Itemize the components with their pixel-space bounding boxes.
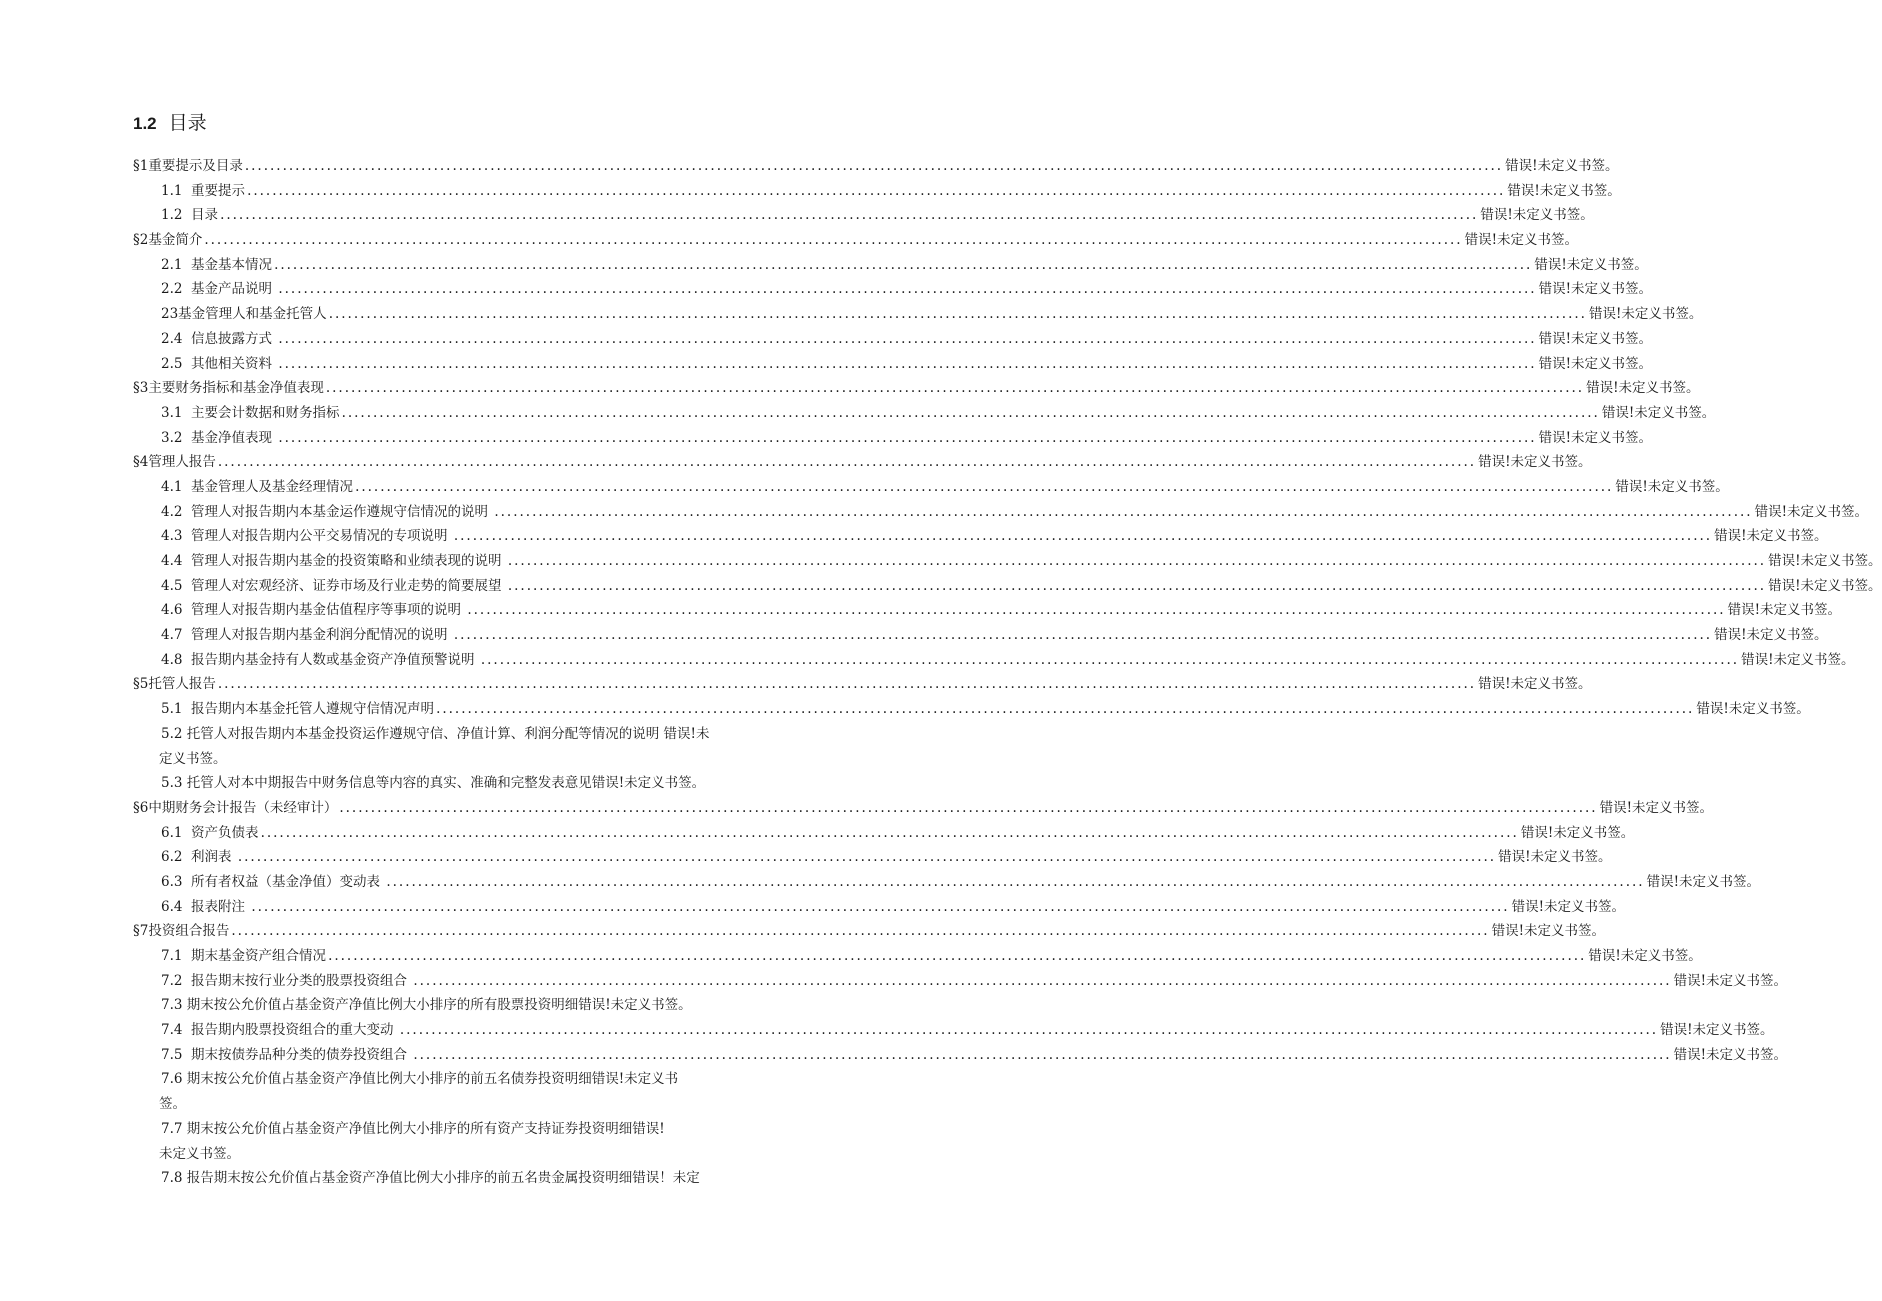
toc-entry[interactable]: [133, 944, 1702, 969]
toc-entry-page-ref: 错误!未定义书签。: [1646, 873, 1761, 890]
toc-entry-page-ref: 错误!未定义书签。: [1601, 404, 1716, 421]
toc-entry-page-ref: 错误!未定义书签。: [1491, 923, 1606, 940]
toc-leader-dots: ........................................................................................................................................................................................................: [494, 503, 1753, 520]
toc-entry[interactable]: [133, 672, 1592, 697]
toc-entry-5-3[interactable]: [133, 771, 789, 796]
toc-entry-7-3[interactable]: [133, 993, 789, 1018]
toc-entry[interactable]: [133, 203, 1594, 228]
toc-entry[interactable]: [133, 253, 1648, 278]
toc-entry-label: §4管理人报告: [133, 454, 216, 471]
toc-entry[interactable]: [133, 969, 1788, 994]
toc-entry-7-6[interactable]: [133, 1067, 789, 1116]
toc-entry-label: 2.4 信息披露方式: [161, 330, 277, 347]
toc-entry-line: 定义书签。: [159, 750, 227, 767]
toc-entry-label: 2.2 基金产品说明: [161, 281, 277, 298]
toc-entry-page-ref: 错误!未定义书签。: [1505, 158, 1619, 174]
toc-leader-dots: ........................................................................................................................................................................................................: [341, 404, 1600, 421]
toc-leader-dots: ........................................................................................................................................................................................................: [325, 380, 1585, 397]
toc-entry-page-ref: 错误!未定义书签。: [1538, 355, 1653, 372]
toc-leader-dots: ........................................................................................................................................................................................................: [386, 873, 1645, 890]
toc-entry-page-ref: 错误!未定义书签。: [1538, 281, 1653, 298]
toc-entry-label: 2.1 基金基本情况: [161, 256, 273, 273]
toc-entry-label: 4.5 管理人对宏观经济、证券市场及行业走势的简要展望: [161, 577, 506, 594]
toc-entry-label: §6中期财务会计报告（未经审计）: [133, 799, 338, 816]
toc-entry-label: 4.7 管理人对报告期内基金利润分配情况的说明: [161, 627, 452, 644]
toc-leader-dots: ........................................................................................................................................................................................................: [244, 158, 1504, 174]
toc-entry-page-ref: 错误!未定义书签。: [1520, 824, 1635, 841]
toc-entry-label: 6.3 所有者权益（基金净值）变动表: [161, 873, 385, 890]
toc-leader-dots: ........................................................................................................................................................................................................: [339, 799, 1598, 816]
toc-leader-dots: ........................................................................................................................................................................................................: [251, 898, 1510, 915]
toc-entry[interactable]: [133, 623, 1828, 648]
toc-entry[interactable]: [133, 426, 1653, 451]
table-of-contents: [133, 154, 1882, 1191]
toc-entry[interactable]: [133, 845, 1612, 870]
toc-entry[interactable]: [133, 450, 1592, 475]
toc-entry-label: 5.1 报告期内本基金托管人遵规守信情况声明: [161, 701, 435, 718]
toc-entry-label: 3.2 基金净值表现: [161, 429, 277, 446]
toc-entry[interactable]: [133, 1043, 1788, 1068]
toc-entry-label: 23基金管理人和基金托管人: [161, 306, 327, 323]
toc-entry-5-2[interactable]: [133, 722, 789, 771]
toc-entry-page-ref: 错误!未定义书签。: [1714, 627, 1828, 644]
toc-entry-line: 7.8 报告期末按公允价值占基金资产净值比例大小排序的前五名贵金属投资明细错误！未定: [161, 1170, 700, 1187]
toc-entry-label: 7.4 报告期内股票投资组合的重大变动: [161, 1022, 398, 1039]
toc-entry[interactable]: [133, 524, 1828, 549]
toc-entry[interactable]: [133, 277, 1653, 302]
toc-entry-line: 7.6 期末按公允价值占基金资产净值比例大小排序的前五名债券投资明细错误!未定义书: [161, 1071, 679, 1088]
toc-entry-page-ref: 错误!未定义书签。: [1480, 207, 1594, 224]
toc-entry[interactable]: [133, 352, 1653, 377]
toc-entry-line: 签。: [159, 1096, 186, 1113]
toc-entry-label: 4.3 管理人对报告期内公平交易情况的专项说明: [161, 528, 452, 545]
toc-entry-label: 7.5 期末按债券品种分类的债券投资组合: [161, 1046, 412, 1063]
toc-leader-dots: ........................................................................................................................................................................................................: [355, 478, 1614, 495]
toc-entry-line: 5.3 托管人对本中期报告中财务信息等内容的真实、准确和完整发表意见错误!未定义书签。: [161, 775, 706, 792]
toc-entry-line: 未定义书签。: [159, 1145, 240, 1162]
toc-entry-page-ref: 错误!未定义书签。: [1507, 182, 1621, 199]
toc-leader-dots: ........................................................................................................................................................................................................: [237, 849, 1497, 866]
toc-entry[interactable]: [133, 401, 1716, 426]
toc-entry-label: 4.6 管理人对报告期内基金估值程序等事项的说明: [161, 602, 466, 619]
toc-entry-label: §5托管人报告: [133, 676, 216, 693]
toc-entry-label: 6.1 资产负债表: [161, 824, 259, 841]
toc-entry-label: §3主要财务指标和基金净值表现: [133, 380, 324, 397]
toc-entry[interactable]: [133, 1018, 1774, 1043]
toc-entry[interactable]: [133, 179, 1621, 204]
toc-entry[interactable]: [133, 327, 1653, 352]
toc-leader-dots: ........................................................................................................................................................................................................: [413, 972, 1672, 989]
toc-entry[interactable]: [133, 598, 1842, 623]
toc-leader-dots: ........................................................................................................................................................................................................: [278, 429, 1537, 446]
toc-leader-dots: ........................................................................................................................................................................................................: [231, 923, 1490, 940]
toc-entry-7-7[interactable]: [133, 1117, 789, 1166]
toc-entry-page-ref: 错误!未定义书签。: [1696, 701, 1810, 718]
toc-leader-dots: ........................................................................................................................................................................................................: [328, 306, 1587, 323]
toc-leader-dots: ........................................................................................................................................................................................................: [278, 355, 1537, 372]
toc-entry-page-ref: 错误!未定义书签。: [1478, 454, 1592, 471]
toc-entry-page-ref: 错误!未定义书签。: [1534, 256, 1648, 273]
toc-entry-page-ref: 错误!未定义书签。: [1741, 651, 1855, 668]
toc-entry-label: 4.2 管理人对报告期内本基金运作遵规守信情况的说明: [161, 503, 493, 520]
toc-leader-dots: ........................................................................................................................................................................................................: [217, 676, 1477, 693]
toc-entry[interactable]: [133, 895, 1626, 920]
toc-entry[interactable]: [133, 376, 1700, 401]
toc-leader-dots: ........................................................................................................................................................................................................: [413, 1046, 1672, 1063]
heading-number: 1.2: [133, 114, 157, 133]
toc-entry-label: 7.2 报告期末按行业分类的股票投资组合: [161, 972, 412, 989]
toc-leader-dots: ........................................................................................................................................................................................................: [328, 948, 1587, 965]
heading-title: 目录: [168, 112, 207, 134]
toc-entry-page-ref: 错误!未定义书签。: [1586, 380, 1700, 397]
toc-entry-label: 2.5 其他相关资料: [161, 355, 277, 372]
toc-entry[interactable]: [133, 549, 1882, 574]
toc-entry-page-ref: 错误!未定义书签。: [1615, 478, 1729, 495]
toc-entry-page-ref: 错误!未定义书签。: [1511, 898, 1626, 915]
toc-entry-page-ref: 错误!未定义书签。: [1464, 232, 1579, 249]
toc-entry-page-ref: 错误!未定义书签。: [1673, 1046, 1788, 1063]
toc-leader-dots: ........................................................................................................................................................................................................: [453, 627, 1713, 644]
toc-entry-label: 7.1 期末基金资产组合情况: [161, 948, 327, 965]
toc-entry-page-ref: 错误!未定义书签。: [1727, 602, 1842, 619]
toc-entry[interactable]: [133, 302, 1703, 327]
toc-entry[interactable]: [133, 154, 1619, 179]
toc-leader-dots: ........................................................................................................................................................................................................: [278, 281, 1537, 298]
toc-entry-page-ref: 错误!未定义书签。: [1588, 948, 1702, 965]
toc-entry[interactable]: [133, 796, 1714, 821]
toc-entry-page-ref: 错误!未定义书签。: [1768, 577, 1882, 594]
toc-entry-page-ref: 错误!未定义书签。: [1673, 972, 1788, 989]
toc-leader-dots: ........................................................................................................................................................................................................: [436, 701, 1695, 718]
toc-entry-label: 4.4 管理人对报告期内基金的投资策略和业绩表现的说明: [161, 553, 506, 569]
toc-entry-label: §2基金简介: [133, 232, 203, 249]
toc-entry-label: 6.2 利润表: [161, 849, 236, 866]
toc-entry[interactable]: [133, 574, 1882, 599]
toc-leader-dots: ........................................................................................................................................................................................................: [399, 1022, 1659, 1039]
toc-entry-page-ref: 错误!未定义书签。: [1538, 330, 1653, 347]
toc-entry[interactable]: [133, 870, 1761, 895]
toc-leader-dots: ........................................................................................................................................................................................................: [507, 577, 1767, 594]
toc-leader-dots: ........................................................................................................................................................................................................: [204, 232, 1463, 249]
toc-entry-label: §1重要提示及目录: [133, 158, 243, 174]
toc-entry-page-ref: 错误!未定义书签。: [1588, 306, 1703, 323]
toc-entry-line: 7.3 期末按公允价值占基金资产净值比例大小排序的所有股票投资明细错误!未定义书签。: [161, 997, 692, 1014]
toc-entry-label: 4.1 基金管理人及基金经理情况: [161, 478, 354, 495]
toc-entry-page-ref: 错误!未定义书签。: [1768, 553, 1882, 569]
toc-leader-dots: ........................................................................................................................................................................................................: [260, 824, 1519, 841]
toc-entry[interactable]: [133, 228, 1579, 253]
toc-entry-label: §7投资组合报告: [133, 923, 230, 940]
toc-entry[interactable]: [133, 919, 1606, 944]
toc-entry-page-ref: 错误!未定义书签。: [1478, 676, 1592, 693]
toc-leader-dots: ........................................................................................................................................................................................................: [274, 256, 1533, 273]
toc-entry-page-ref: 错误!未定义书签。: [1538, 429, 1653, 446]
toc-entry-7-8[interactable]: [133, 1166, 789, 1191]
toc-leader-dots: ........................................................................................................................................................................................................: [480, 651, 1740, 668]
section-heading: [133, 111, 207, 136]
toc-leader-dots: ........................................................................................................................................................................................................: [220, 207, 1479, 224]
toc-entry-label: 4.8 报告期内基金持有人数或基金资产净值预警说明: [161, 651, 479, 668]
toc-entry-label: 1.2 目录: [161, 207, 219, 224]
toc-entry[interactable]: [133, 648, 1855, 673]
toc-entry[interactable]: [133, 475, 1729, 500]
toc-leader-dots: ........................................................................................................................................................................................................: [217, 454, 1477, 471]
toc-entry-page-ref: 错误!未定义书签。: [1754, 503, 1869, 520]
toc-leader-dots: ........................................................................................................................................................................................................: [278, 330, 1537, 347]
toc-entry-line: 5.2 托管人对报告期内本基金投资运作遵规守信、净值计算、利润分配等情况的说明 错误!未: [161, 725, 710, 742]
toc-entry-page-ref: 错误!未定义书签。: [1498, 849, 1612, 866]
toc-entry-page-ref: 错误!未定义书签。: [1714, 528, 1828, 545]
toc-leader-dots: ........................................................................................................................................................................................................: [247, 182, 1506, 199]
toc-entry-line: 7.7 期末按公允价值占基金资产净值比例大小排序的所有资产支持证券投资明细错误!: [161, 1120, 665, 1137]
toc-leader-dots: ........................................................................................................................................................................................................: [507, 553, 1767, 569]
toc-entry[interactable]: [133, 697, 1810, 722]
toc-entry-label: 1.1 重要提示: [161, 182, 246, 199]
toc-leader-dots: ........................................................................................................................................................................................................: [467, 602, 1726, 619]
toc-entry-label: 3.1 主要会计数据和财务指标: [161, 404, 340, 421]
toc-entry[interactable]: [133, 821, 1635, 846]
toc-entry[interactable]: [133, 500, 1869, 525]
toc-entry-page-ref: 错误!未定义书签。: [1599, 799, 1714, 816]
toc-entry-page-ref: 错误!未定义书签。: [1660, 1022, 1774, 1039]
toc-leader-dots: ........................................................................................................................................................................................................: [453, 528, 1713, 545]
toc-entry-label: 6.4 报表附注: [161, 898, 250, 915]
